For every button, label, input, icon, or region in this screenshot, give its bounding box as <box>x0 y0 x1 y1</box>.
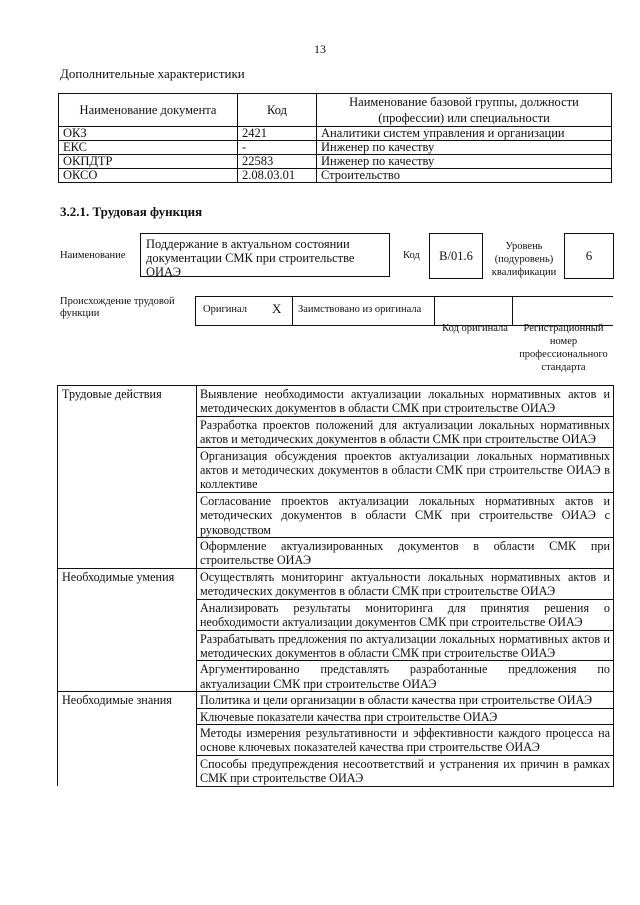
category-label: Трудовые действия <box>58 386 197 417</box>
list-item: Организация обсуждения проектов актуализации локальных нормативных актов и методических документов в области СМК при строительстве ОИАЭ в коллективе <box>197 447 614 492</box>
table-row <box>58 692 614 708</box>
function-header: 3.2.1. Трудовая функция <box>60 204 203 219</box>
cell-name: Инженер по качеству <box>317 141 612 155</box>
cell-doc: ОКЗ <box>59 127 238 141</box>
header-doc-name: Наименование документа <box>59 94 238 127</box>
cell-name: Строительство <box>317 169 612 183</box>
function-details-table <box>57 385 614 787</box>
list-item: Аргументированно представлять разработанные предложения по актуализации СМК при строительстве ОИАЭ <box>197 661 614 692</box>
table-row <box>58 386 614 417</box>
list-item: Способы предупреждения несоответствий и устранения их причин в рамках СМК при строительстве ОИАЭ <box>197 755 614 786</box>
list-item: Согласование проектов актуализации локальных нормативных актов и методических документов в области СМК при строительстве ОИАЭ с руководством <box>197 492 614 537</box>
cell-code: - <box>238 141 317 155</box>
function-name-box <box>140 233 390 277</box>
level-label: Уровень (подуровень) квалификации <box>491 241 557 278</box>
original-mark: X <box>272 301 282 316</box>
table-row <box>58 599 614 630</box>
table-row <box>59 169 612 183</box>
table-row <box>58 416 614 447</box>
table-row <box>58 492 614 537</box>
level-box <box>564 233 614 279</box>
list-item: Выявление необходимости актуализации локальных нормативных актов и методических документов в области СМК при строительстве ОИАЭ <box>197 386 614 417</box>
table-row <box>58 568 614 599</box>
cell-doc: ОКПДТР <box>59 155 238 169</box>
list-item: Политика и цели организации в области качества при строительстве ОИАЭ <box>197 692 614 708</box>
header-group-name: Наименование базовой группы, должности (профессии) или специальности <box>317 94 612 127</box>
origin-divider <box>434 296 435 325</box>
level-value: 6 <box>585 248 593 263</box>
name-label: Наименование <box>60 250 126 261</box>
code-value: B/01.6 <box>439 249 473 263</box>
borrowed-label: Заимствовано из оригинала <box>298 304 422 315</box>
function-name-value: Поддержание в актуальном состоянии документации СМК при строительстве ОИАЭ <box>146 237 355 279</box>
table-header-row <box>59 94 612 127</box>
table-row <box>59 127 612 141</box>
list-item: Разработка проектов положений для актуализации локальных нормативных актов и методических документов в области СМК при строительстве ОИАЭ <box>197 416 614 447</box>
cell-doc: ОКСО <box>59 169 238 183</box>
page-number: 13 <box>314 42 326 56</box>
code-label: Код <box>403 250 420 261</box>
table-row <box>59 141 612 155</box>
table-row <box>58 447 614 492</box>
table-row <box>58 724 614 755</box>
list-item: Методы измерения результативности и эффективности каждого процесса на основе ключевых показателей качества при строительстве ОИАЭ <box>197 724 614 755</box>
list-item: Анализировать результаты мониторинга для принятия решения о необходимости актуализации документов СМК при строительстве ОИАЭ <box>197 599 614 630</box>
origin-divider <box>512 296 513 325</box>
cell-name: Инженер по качеству <box>317 155 612 169</box>
list-item: Разрабатывать предложения по актуализации локальных нормативных актов и методических документов в области СМК при строительстве ОИАЭ <box>197 630 614 661</box>
original-label: Оригинал <box>203 304 247 315</box>
category-label: Необходимые умения <box>58 568 197 599</box>
orig-code-label: Код оригинала <box>442 323 508 334</box>
cell-code: 22583 <box>238 155 317 169</box>
cell-code: 2421 <box>238 127 317 141</box>
origin-divider <box>292 296 293 325</box>
table-row <box>58 661 614 692</box>
cell-doc: ЕКС <box>59 141 238 155</box>
category-label: Необходимые знания <box>58 692 197 708</box>
table-row <box>58 708 614 724</box>
classification-table <box>58 93 612 183</box>
list-item: Оформление актуализированных документов в области СМК при строительстве ОИАЭ <box>197 538 614 569</box>
table-row <box>58 538 614 569</box>
cell-code: 2.08.03.01 <box>238 169 317 183</box>
code-box <box>429 233 483 279</box>
origin-label: Происхождение трудовой функции <box>60 296 175 319</box>
section-title: Дополнительные характеристики <box>60 66 245 81</box>
header-code: Код <box>238 94 317 127</box>
reg-number-label: Регистрационный номер профессионального стандарта <box>519 323 608 373</box>
table-row <box>58 755 614 786</box>
table-row <box>58 630 614 661</box>
table-row <box>59 155 612 169</box>
list-item: Осуществлять мониторинг актуальности локальных нормативных актов и методических документов в области СМК при строительстве ОИАЭ <box>197 568 614 599</box>
list-item: Ключевые показатели качества при строительстве ОИАЭ <box>197 708 614 724</box>
cell-name: Аналитики систем управления и организации <box>317 127 612 141</box>
